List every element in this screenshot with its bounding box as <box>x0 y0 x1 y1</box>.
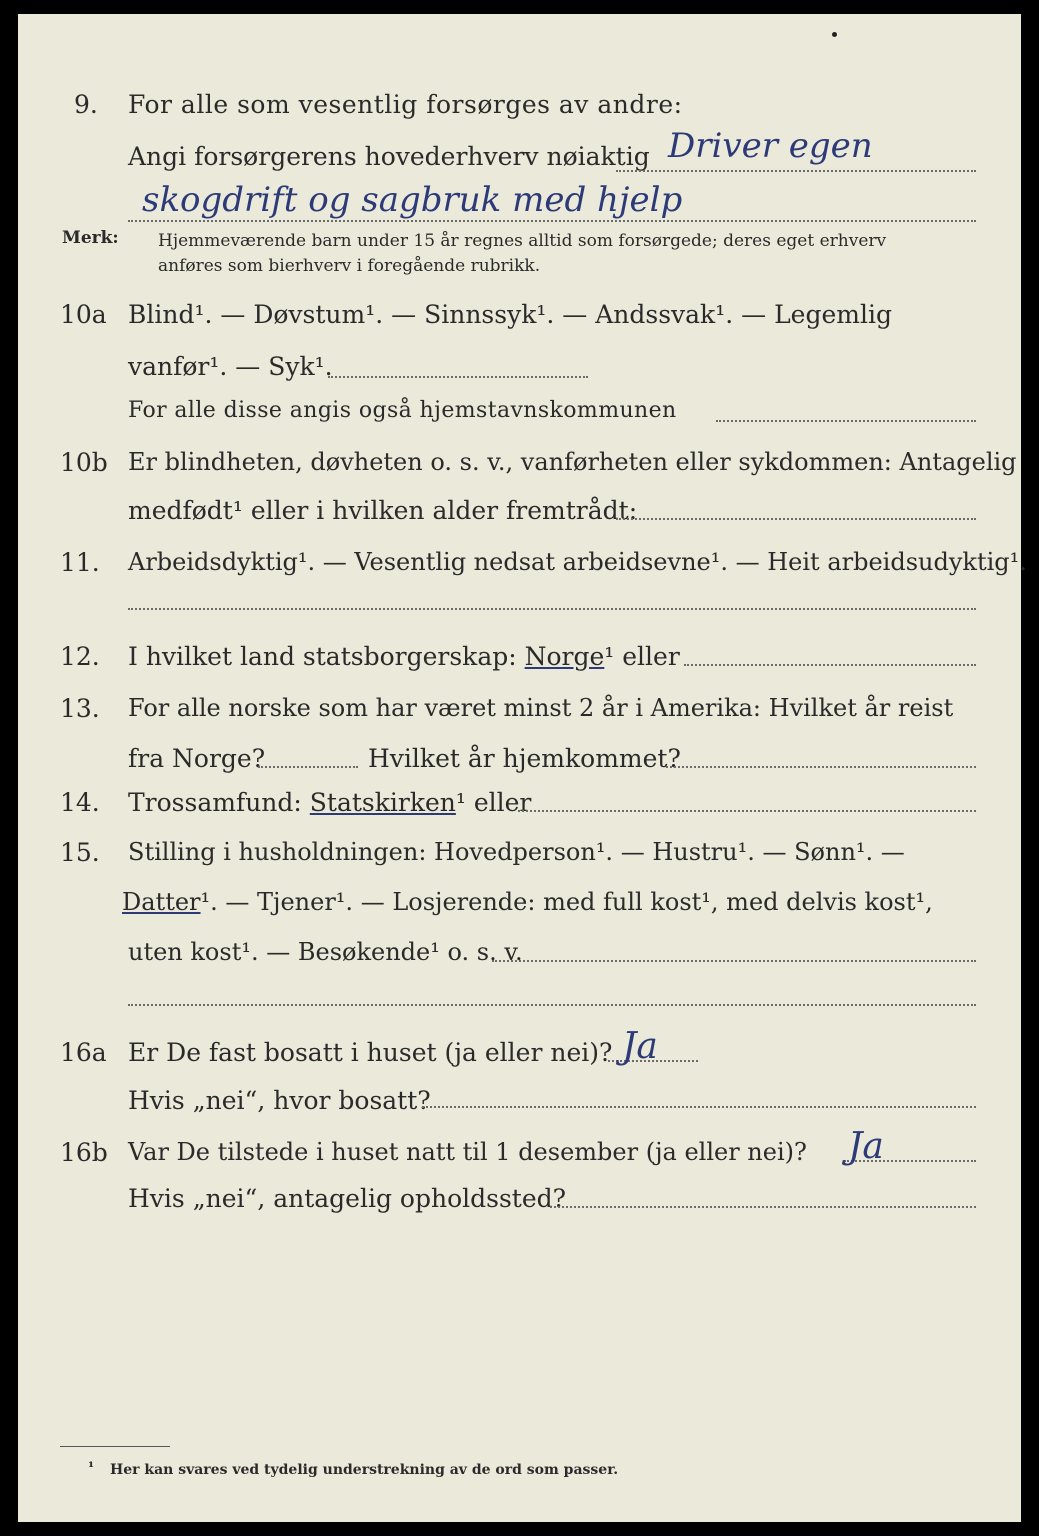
merk-label: Merk: <box>62 228 119 248</box>
q12-eller: ¹ eller <box>604 642 680 671</box>
q10b-line1: Er blindheten, døvheten o. s. v., vanførheten eller sykdommen: Antagelig <box>128 448 1017 476</box>
q10b-line2: medfødt¹ eller i hvilken alder fremtrådt: <box>128 496 638 525</box>
q10b-answer-line <box>616 518 976 520</box>
q15-answer-line1 <box>492 960 976 962</box>
q16b-handwritten-answer: Ja <box>848 1126 884 1167</box>
q16a-number: 16a <box>60 1038 107 1067</box>
footnote-rule <box>60 1446 170 1447</box>
q12-number: 12. <box>60 642 100 671</box>
q13-line2b: Hvilket år hjemkommet? <box>368 744 681 773</box>
ink-speck <box>832 32 837 37</box>
q10a-line2: vanfør¹. — Syk¹. <box>128 352 333 381</box>
q14-eller: ¹ eller <box>455 788 532 817</box>
footnote-text: Her kan svares ved tydelig understrekning av de ord som passer. <box>110 1462 619 1478</box>
q9-answer-line1 <box>616 170 976 172</box>
q10a-line1: Blind¹. — Døvstum¹. — Sinnssyk¹. — Andssvak¹. — Legemlig <box>128 300 892 329</box>
q12-line1 <box>128 642 680 671</box>
q13-line1: For alle norske som har været minst 2 år i Amerika: Hvilket år reist <box>128 694 954 722</box>
q16a-line2: Hvis „nei“, hvor bosatt? <box>128 1086 431 1115</box>
q15-line2-rest: ¹. — Tjener¹. — Losjerende: med full kost¹, med delvis kost¹, <box>200 888 933 916</box>
q15-answer-line2 <box>128 1004 976 1006</box>
q14-text: Trossamfund: <box>128 788 302 817</box>
q9-line1: For alle som vesentlig forsørges av andre: <box>128 90 683 119</box>
q14-answer-line <box>518 810 976 812</box>
q12-text: I hvilket land statsborgerskap: <box>128 642 517 671</box>
q9-line2: Angi forsørgerens hovederhverv nøiaktig <box>128 142 650 171</box>
q12-answer-line <box>684 664 976 666</box>
merk-text-line2: anføres som bierhverv i foregående rubrikk. <box>158 256 541 276</box>
q10a-answer-line <box>328 376 588 378</box>
q11-line1: Arbeidsdyktig¹. — Vesentlig nedsat arbeidsevne¹. — Heit arbeidsudyktig¹. <box>128 548 1027 576</box>
q15-line1: Stilling i husholdningen: Hovedperson¹. — Hustru¹. — Sønn¹. — <box>128 838 905 866</box>
q13-hjemkommet-line <box>666 766 976 768</box>
q16b-opholdssted-line <box>550 1206 976 1208</box>
q15-number: 15. <box>60 838 100 867</box>
q10a-line3: For alle disse angis også hjemstavnskommunen <box>128 398 677 423</box>
q9-handwritten-answer2: skogdrift og sagbruk med hjelp <box>142 180 683 220</box>
q9-number: 9. <box>74 90 98 119</box>
q11-number: 11. <box>60 548 100 577</box>
q14-line1 <box>128 788 531 817</box>
q15-line3: uten kost¹. — Besøkende¹ o. s. v. <box>128 938 523 966</box>
q13-number: 13. <box>60 694 100 723</box>
q16a-line1: Er De fast bosatt i huset (ja eller nei)? <box>128 1038 613 1067</box>
q10a-number: 10a <box>60 300 107 329</box>
q16a-handwritten-answer: Ja <box>622 1026 658 1067</box>
q9-answer-line2 <box>128 220 976 222</box>
q11-answer-line <box>128 608 976 610</box>
q10a-kommune-line <box>716 420 976 422</box>
q13-line2a: fra Norge? <box>128 744 266 773</box>
q14-statskirken-underlined: Statskirken <box>309 788 456 817</box>
merk-text-line1: Hjemmeværende barn under 15 år regnes alltid som forsørgede; deres eget erhverv <box>158 231 887 251</box>
footnote-mark: ¹ <box>88 1460 95 1476</box>
q14-number: 14. <box>60 788 100 817</box>
census-form-page <box>18 14 1027 1522</box>
q13-reist-line <box>258 766 358 768</box>
q16b-line2: Hvis „nei“, antagelig opholdssted? <box>128 1184 567 1213</box>
q10b-number: 10b <box>60 448 108 477</box>
q9-handwritten-answer1: Driver egen <box>668 126 873 166</box>
q16b-number: 16b <box>60 1138 108 1167</box>
q16b-line1: Var De tilstede i huset natt til 1 desember (ja eller nei)? <box>128 1138 807 1166</box>
q12-norge-underlined: Norge <box>524 642 605 671</box>
q15-datter-underlined: Datter <box>122 888 201 916</box>
q16a-bosatt-line <box>422 1106 976 1108</box>
q15-line2 <box>122 888 933 916</box>
